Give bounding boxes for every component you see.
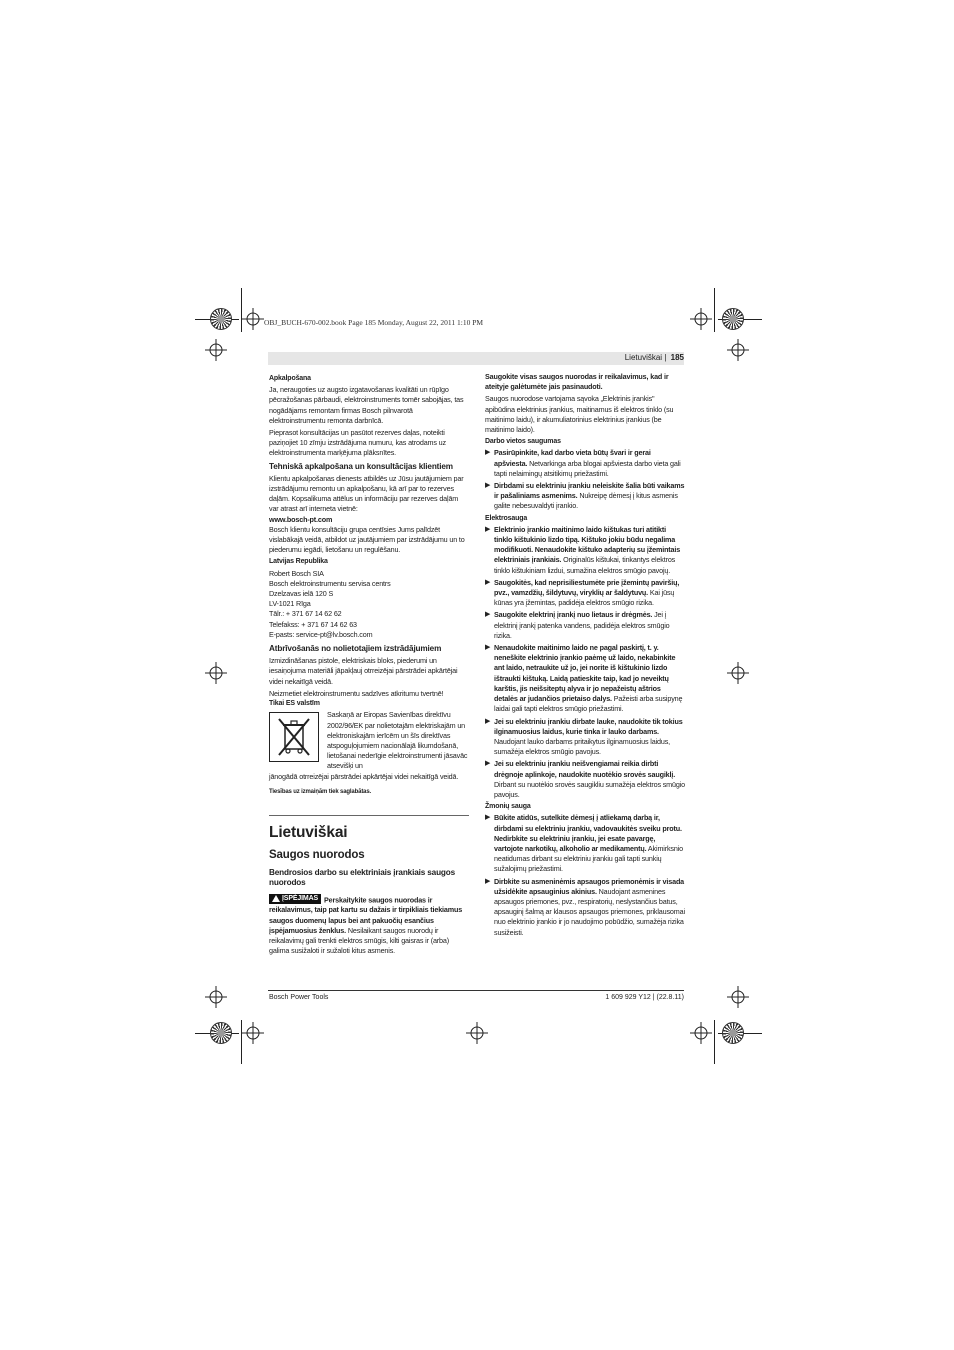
paragraph: Klientu apkalpošanas dienests atbildēs uz Jūsu jautājumiem par izstrādājumu remontu un apkalpošanu, kā arī par to rezerves daļām. Kopsalikuma attēlus un informāciju par rezerves daļām var atrast arī interneta vietnē:: [269, 473, 464, 514]
bullet-arrow-icon: ▶: [485, 877, 491, 885]
address-line: LV-1021 Rīga: [269, 599, 311, 609]
list-item: ▶ Elektrinio įrankio maitinimo laido kištukas turi atitikti tinklo kištukinio lizdo tipą. Kištuko jokiu būdu negalima modifikuoti. Nenaudokite kištuko adapterių su įžemintais elektriniais įrankiais. Originalūs kištukai, tinkantys elektros tinklo kištukiniam lizdui, sumažina elektros smūgio pavojų.: [485, 524, 681, 575]
warning-paragraph: [269, 894, 469, 957]
list-item: ▶ Pasirūpinkite, kad darbo vieta būtų švari ir gerai apšviesta. Netvarkinga arba blogai apšviesta darbo vieta gali tapti nelaimingų atsitikimų priežastimi.: [485, 448, 681, 478]
bullet-arrow-icon: ▶: [485, 611, 491, 619]
address-line: E-pasts: service-pt@lv.bosch.com: [269, 629, 373, 639]
heading-personal-safety: Žmonių sauga: [485, 803, 531, 811]
bullet-arrow-icon: ▶: [485, 814, 491, 822]
bullet-arrow-icon: ▶: [485, 644, 491, 652]
paragraph: Neizmetiet elektroinstrumentu sadzīves atkritumu tvertnē!: [269, 688, 444, 698]
keep-instructions: Saugokite visas saugos nuorodas ir reikalavimus, kad ir ateityje galėtumėte jais pasinaudoti.: [485, 372, 669, 392]
section-divider: [269, 815, 469, 816]
bullet-arrow-icon: ▶: [485, 578, 491, 586]
left-column: [269, 372, 469, 958]
heading-disposal: Atbrīvošanās no nolietotajiem izstrādājumiem: [269, 644, 442, 654]
bullet-arrow-icon: ▶: [485, 482, 491, 490]
header-section: Lietuviškai: [624, 353, 663, 362]
paragraph: Bosch klientu konsultāciju grupa centīsies Jums palīdzēt vislabākajā veidā, atbildot uz jautājumiem par izstrādājumu un to piederumu iegādi, lietošanu un regulēšanu.: [269, 524, 465, 555]
list-item: ▶ Dirbkite su asmeninėmis apsaugos priemonėmis ir visada užsidėkite apsauginius akinius. Naudojant asmenines apsaugos priemones, pvz., respiratorių, neslystančius batus, apsauginį šalmą ar klausos apsaugos priemones, priklausomai nuo elektrinio įrankio ir jo naudojimo pobūdžio, sumažėja rizika susižeisti.: [485, 876, 685, 937]
heading-tech-service: Tehniskā apkalpošana un konsultācijas klientiem: [269, 461, 453, 471]
print-slug: OBJ_BUCH-670-002.book Page 185 Monday, August 22, 2011 1:10 PM: [264, 318, 484, 327]
crossed-bin-icon: [269, 712, 319, 762]
warning-badge-label: ĮSPĖJIMAS: [282, 894, 318, 902]
address-line: Telefakss: + 371 67 14 62 63: [269, 619, 357, 629]
paragraph: Pieprasot konsultācijas un pasūtot rezerves daļas, noteikti paziņojiet 10 zīmju izstrādājuma numuru, kas atrodams uz elektroinstrumenta marķējuma plāksnītes.: [269, 428, 446, 458]
page-header: [625, 353, 684, 362]
paragraph: Ja, neraugoties uz augsto izgatavošanas kvalitāti un rūpīgo pēcražošanas pārbaudi, elektroinstruments tomēr sabojājas, tas nogādājams remontam firmas Bosch pilnvarotā elektroinstrumentu remonta darbnīcā.: [269, 385, 464, 425]
weee-block: [269, 710, 469, 772]
page-number: 185: [670, 353, 684, 362]
paragraph: Izmizdināšanas pistole, elektriskais bloks, piederumi un iesaiņojuma materiāli jāpakļauj otrreizējai pārstrādei apkārtējai videi nekaitīgā veidā.: [269, 656, 458, 686]
address-block: [269, 569, 469, 640]
weee-text: Saskaņā ar Eiropas Savienības direktīvu 2002/96/EK par nolietotajām elektriskajām un elektroniskajām ierīcēm un šīs direktīvas atspoguļojumiem nacionālajā likumdošanā, lietošanai nederīgie elektroinstrumenti jāsavāc atsevišķi un: [327, 710, 468, 771]
list-item: ▶ Jei su elektriniu įrankiu neišvengiamai reikia dirbti drėgnoje aplinkoje, naudokite nuotėkio srovės saugiklį. Dirbant su nuotėkio srovės saugikliu sumažėja elektros smūgio pavojus.: [485, 759, 685, 799]
heading-latvijas-republika: Latvijas Republika: [269, 558, 328, 566]
bullet-arrow-icon: ▶: [485, 760, 491, 768]
warning-triangle-icon: [272, 895, 280, 902]
list-item: ▶ Nenaudokite maitinimo laido ne pagal paskirtį, t. y. neneškite elektrinio įrankio paėmę už laido, nekabinkite ant laido, netraukite už jo, jei norite iš kištukinio lizdo ištraukti kištuką. Laidą patieskite taip, kad jo neveiktų karštis, jis neišsiteptų alyva ir jo nepažeistų aštrios detalės ar judančios prietaiso dalys. Pažeisti arba susipynę laidai gali tapti elektros smūgio priežastimi.: [485, 643, 683, 714]
right-column: [485, 372, 685, 940]
footer-doc-number: 1 609 929 Y12 | (22.8.11): [605, 994, 684, 1001]
warning-bold: Perskaitykite saugos nuorodas ir reikalavimus, taip pat kartu su dažais ir tirpikliais tiekiamus saugos duomenų lapus bei ant pakuočių esančius įspėjamuosius ženklus.: [269, 895, 463, 935]
footer-rule: [268, 990, 684, 991]
address-line: Dzelzavas ielā 120 S: [269, 589, 334, 599]
paragraph: jānogādā otrreizējai pārstrādei apkārtējai videi nekaitīgā veidā.: [269, 772, 459, 782]
address-line: Bosch elektroinstrumentu servisa centrs: [269, 578, 391, 588]
warning-badge: [269, 894, 321, 904]
heading-electrical-safety: Elektrosauga: [485, 514, 528, 522]
list-item: ▶ Saugokite elektrinį įrankį nuo lietaus ir drėgmės. Jei į elektrinį įrankį patenka vandens, padidėja elektros smūgio rizika.: [485, 610, 670, 640]
bullet-arrow-icon: ▶: [485, 449, 491, 457]
changes-note: Tiesības uz izmaiņām tiek saglabātas.: [269, 788, 372, 795]
section-title: Lietuviškai: [269, 823, 348, 841]
address-line: Tālr.: + 371 67 14 62 62: [269, 609, 342, 619]
list-item: ▶ Jei su elektriniu įrankiu dirbate lauke, naudokite tik tokius ilginamuosius laidus, kurie tinka ir lauko darbams. Naudojant lauko darbams pritaikytus ilginamuosius laidus, sumažėja elektros smūgio pavojus.: [485, 716, 683, 757]
list-item: ▶ Būkite atidūs, sutelkite dėmesį į atliekamą darbą ir, dirbdami su elektriniu įrankiu, vadovaukitės sveiku protu. Nedirbkite su elektriniu įrankiu, jei esate pavargę, vartojote narkotikų, alkoholio ar medikamentų. Akimirksnio neatidumas dirbant su elektriniu įrankiu gali tapti sunkių sužalojimų priežastimi.: [485, 813, 684, 874]
warning-text: Nesilaikant saugos nuorodų ir reikalavimų gali trenkti elektros smūgis, kilti gaisras ir (arba) galima susižaloti ir sužaloti kitus asmenis.: [269, 925, 449, 956]
subsection-heading: Bendrosios darbo su elektriniais įrankiais saugos nuorodos: [269, 867, 456, 888]
heading-eu-only: Tikai ES valstīm: [269, 700, 320, 708]
bullet-arrow-icon: ▶: [485, 525, 491, 533]
footer-brand: Bosch Power Tools: [269, 994, 329, 1001]
website-link[interactable]: www.bosch-pt.com: [269, 514, 333, 524]
heading-apkalposana: Apkalpošana: [269, 375, 311, 382]
list-item: ▶ Dirbdami su elektriniu įrankiu neleiskite šalia būti vaikams ir pašaliniams asmenims. Nukreipę dėmesį į kitus asmenis galite nebesuvaldyti įrankio.: [485, 481, 685, 511]
heading-work-area: Darbo vietos saugumas: [485, 438, 561, 446]
list-item: ▶ Saugokitės, kad neprisiliestumėte prie įžemintų paviršių, pvz., vamzdžių, šildytuvų, viryklių ar šaldytuvų. Kai jūsų kūnas yra įžemintas, padidėja elektros smūgio rizika.: [485, 577, 680, 608]
header-separator: |: [664, 353, 667, 362]
page-header-bar: [268, 352, 684, 365]
bullet-arrow-icon: ▶: [485, 717, 491, 725]
paragraph: Saugos nuorodose vartojama sąvoka „Elektrinis įrankis" apibūdina elektrinius įrankius, maitinamus iš elektros tinklo (su maitinimo laidu), ir akumuliatorinius elektrinius įrankius (be maitinimo laido).: [485, 394, 674, 435]
address-line: Robert Bosch SIA: [269, 568, 324, 578]
subsection-title: Saugos nuorodos: [269, 848, 365, 861]
